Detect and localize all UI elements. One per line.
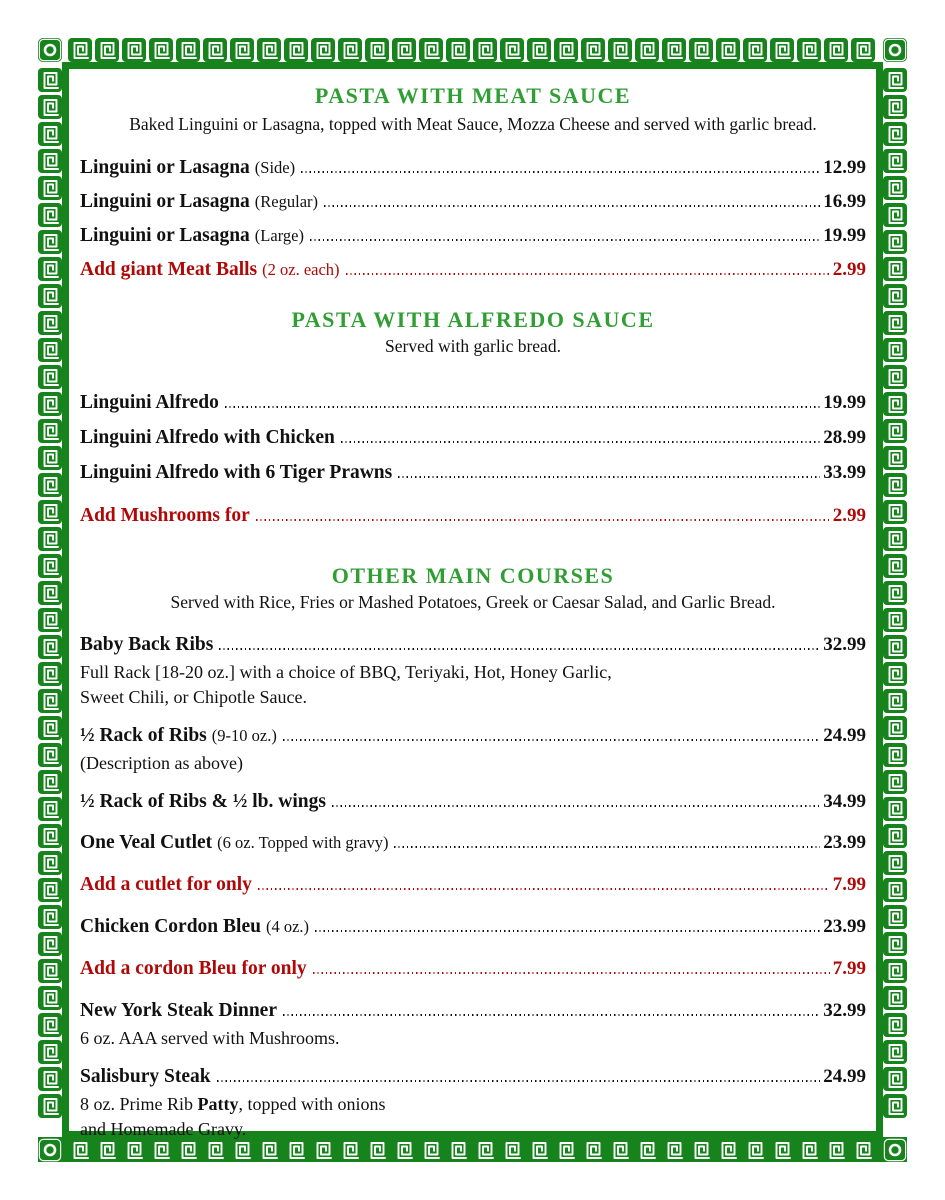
dot-leader [310, 239, 820, 241]
item-name-wrap [80, 874, 252, 897]
item-name-wrap [80, 259, 340, 282]
item-name: One Veal Cutlet [80, 832, 213, 853]
item-note: (2 oz. each) [262, 260, 340, 279]
item-description: Sweet Chili, or Chipotle Sauce. [80, 687, 307, 707]
menu-item-row-addon [80, 259, 866, 282]
item-description: (Description as above) [80, 753, 243, 773]
menu-item-row [80, 832, 866, 855]
menu-item-row [80, 392, 866, 415]
dot-leader [256, 519, 830, 521]
item-name-wrap [80, 225, 304, 248]
item-name: Add a cordon Bleu for only [80, 958, 307, 979]
dot-leader [315, 930, 820, 932]
dot-leader [217, 1080, 821, 1082]
item-description: Full Rack [18-20 oz.] with a choice of BBQ, Teriyaki, Hot, Honey Garlic, [80, 662, 612, 682]
item-name-wrap [80, 427, 335, 450]
menu-item-row [80, 1066, 866, 1089]
item-name-wrap [80, 916, 309, 939]
dot-leader [219, 648, 820, 650]
item-name: Linguini Alfredo with Chicken [80, 427, 335, 448]
dot-leader [341, 441, 820, 443]
item-name-wrap [80, 791, 326, 814]
item-name: Add a cutlet for only [80, 874, 252, 895]
dot-leader [398, 476, 820, 478]
menu-item-row [80, 225, 866, 248]
item-note: (6 oz. Topped with gravy) [217, 833, 389, 852]
item-price: 7.99 [832, 874, 866, 895]
item-name: Chicken Cordon Bleu [80, 916, 261, 937]
dot-leader [332, 805, 820, 807]
item-price: 32.99 [823, 1000, 866, 1021]
item-description: 6 oz. AAA served with Mushrooms. [80, 1028, 340, 1048]
item-name: New York Steak Dinner [80, 1000, 277, 1021]
item-name: Salisbury Steak [80, 1066, 211, 1087]
menu-item-row [80, 462, 866, 485]
item-price: 19.99 [823, 225, 866, 246]
item-name-wrap [80, 634, 213, 657]
item-price: 23.99 [823, 916, 866, 937]
item-name-wrap [80, 1000, 277, 1023]
item-name-wrap [80, 1066, 211, 1089]
dot-leader [346, 273, 830, 275]
item-price: 2.99 [832, 259, 866, 280]
item-name-wrap [80, 958, 307, 981]
item-note: (Large) [254, 226, 304, 245]
item-price: 23.99 [823, 832, 866, 853]
item-description: and Homemade Gravy. [80, 1119, 247, 1139]
item-name: Add giant Meat Balls [80, 259, 258, 280]
item-name: Linguini Alfredo [80, 392, 219, 413]
menu-item-row-addon [80, 958, 866, 981]
section-subtitle: Baked Linguini or Lasagna, topped with Meat Sauce, Mozza Cheese and served with garlic bread. [129, 114, 817, 134]
item-price: 24.99 [823, 725, 866, 746]
dot-leader [225, 406, 820, 408]
item-name: Add Mushrooms for [80, 505, 250, 526]
menu-item-row [80, 191, 866, 214]
menu-item-row [80, 916, 866, 939]
dot-leader [394, 846, 820, 848]
item-note: (Side) [254, 158, 296, 177]
desc-text: 8 oz. Prime Rib [80, 1094, 198, 1114]
menu-item-row [80, 1000, 866, 1023]
desc-text-bold: Patty [197, 1094, 239, 1114]
section-title-other-main-courses: OTHER MAIN COURSES [331, 563, 615, 588]
menu-item-row [80, 157, 866, 180]
item-name-wrap [80, 157, 295, 180]
menu-item-row [80, 427, 866, 450]
item-name: ½ Rack of Ribs [80, 725, 207, 746]
menu-item-row-addon [80, 505, 866, 528]
section-subtitle: Served with garlic bread. [385, 336, 561, 356]
item-price: 19.99 [823, 392, 866, 413]
section-title-pasta-alfredo-sauce: PASTA WITH ALFREDO SAUCE [291, 307, 655, 332]
menu-item-row [80, 791, 866, 814]
item-name: Linguini or Lasagna [80, 157, 250, 178]
dot-leader [324, 205, 820, 207]
dot-leader [301, 171, 820, 173]
menu-item-row [80, 634, 866, 657]
item-name: Baby Back Ribs [80, 634, 214, 655]
dot-leader [313, 972, 830, 974]
item-price: 12.99 [823, 157, 866, 178]
item-price: 7.99 [832, 958, 866, 979]
item-price: 24.99 [823, 1066, 866, 1087]
item-name-wrap [80, 505, 250, 528]
dot-leader [283, 1014, 820, 1016]
item-name: Linguini Alfredo with 6 Tiger Prawns [80, 462, 393, 483]
item-name: Linguini or Lasagna [80, 191, 250, 212]
item-note: (4 oz.) [265, 917, 310, 936]
menu-content [69, 69, 876, 1142]
item-name-wrap [80, 191, 318, 214]
item-name: ½ Rack of Ribs & ½ lb. wings [80, 791, 326, 812]
item-note: (Regular) [254, 192, 319, 211]
item-price: 28.99 [823, 427, 866, 448]
item-name-wrap [80, 462, 392, 485]
menu-item-row-addon [80, 874, 866, 897]
item-name-wrap [80, 392, 219, 415]
section-subtitle: Served with Rice, Fries or Mashed Potatoes, Greek or Caesar Salad, and Garlic Bread. [170, 592, 776, 612]
item-price: 16.99 [823, 191, 866, 212]
item-price: 2.99 [832, 505, 866, 526]
item-name: Linguini or Lasagna [80, 225, 250, 246]
section-title-pasta-meat-sauce: PASTA WITH MEAT SAUCE [314, 83, 632, 108]
item-price: 33.99 [823, 462, 866, 483]
item-price: 34.99 [823, 791, 866, 812]
desc-text: , topped with onions [238, 1094, 386, 1114]
item-note: (9-10 oz.) [211, 726, 277, 745]
dot-leader [258, 888, 830, 890]
item-price: 32.99 [823, 634, 866, 655]
menu-item-row [80, 725, 866, 748]
item-name-wrap [80, 725, 277, 748]
item-name-wrap [80, 832, 388, 855]
dot-leader [283, 739, 820, 741]
item-description [80, 1092, 866, 1117]
